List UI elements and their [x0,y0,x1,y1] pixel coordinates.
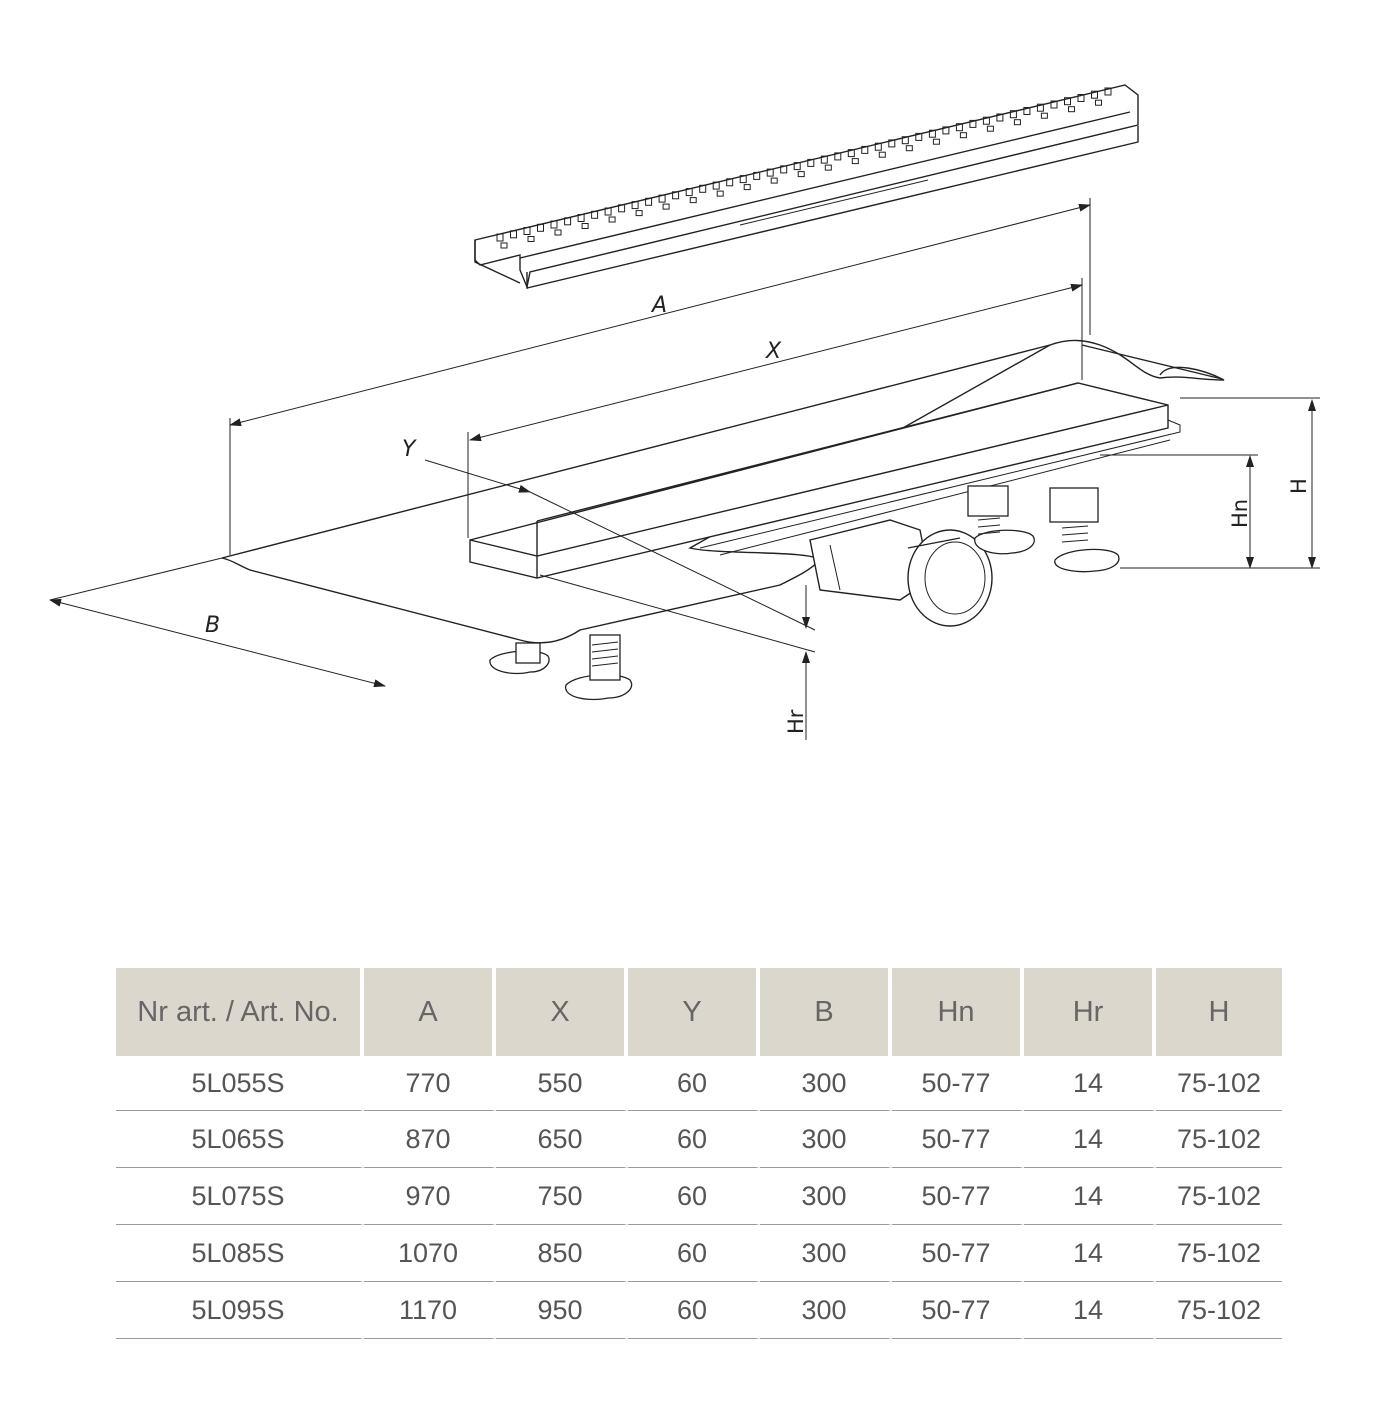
cell-h: 75-102 [1156,1282,1282,1339]
cell-b: 300 [760,1168,892,1225]
cell-y: 60 [628,1225,760,1282]
table-row [116,1056,1282,1111]
dimension-label-b: B [205,613,221,638]
cell-hn: 50-77 [892,1282,1024,1339]
cell-art-no: 5L055S [116,1056,364,1111]
grate-cover [475,85,1138,288]
cell-h: 75-102 [1156,1168,1282,1225]
table-row [116,1168,1282,1225]
siphon-outlet [810,520,992,626]
table-row [116,1282,1282,1339]
header-x: X [496,968,628,1056]
dimension-label-a: A [652,293,668,318]
cell-hr: 14 [1024,1056,1156,1111]
header-y: Y [628,968,760,1056]
cell-y: 60 [628,1056,760,1111]
header-a: A [364,968,496,1056]
cell-hn: 50-77 [892,1168,1024,1225]
cell-y: 60 [628,1282,760,1339]
dimension-label-hr: Hr [784,709,808,734]
cell-b: 300 [760,1111,892,1168]
cell-x: 850 [496,1225,628,1282]
dimension-label-h: H [1287,478,1311,494]
cell-a: 770 [364,1056,496,1111]
adjustable-foot [1050,488,1119,572]
cell-hr: 14 [1024,1111,1156,1168]
cell-x: 550 [496,1056,628,1111]
header-art-no: Nr art. / Art. No. [116,968,364,1056]
header-b: B [760,968,892,1056]
cell-art-no: 5L095S [116,1282,364,1339]
cell-art-no: 5L085S [116,1225,364,1282]
cell-h: 75-102 [1156,1056,1282,1111]
dimensions-table [116,968,1282,1339]
cell-h: 75-102 [1156,1225,1282,1282]
cell-hn: 50-77 [892,1111,1024,1168]
cell-hn: 50-77 [892,1056,1024,1111]
cell-x: 650 [496,1111,628,1168]
cell-hr: 14 [1024,1282,1156,1339]
cell-a: 870 [364,1111,496,1168]
dimension-label-y: Y [402,437,416,462]
cell-b: 300 [760,1056,892,1111]
cell-art-no: 5L065S [116,1111,364,1168]
cell-x: 950 [496,1282,628,1339]
dimension-label-hn: Hn [1228,498,1252,528]
dimension-label-x: X [766,339,782,364]
header-hr: Hr [1024,968,1156,1056]
adjustable-foot [968,486,1034,554]
cell-hr: 14 [1024,1225,1156,1282]
table-row [116,1111,1282,1168]
cell-y: 60 [628,1168,760,1225]
cell-art-no: 5L075S [116,1168,364,1225]
cell-b: 300 [760,1225,892,1282]
cell-hr: 14 [1024,1168,1156,1225]
adjustable-foot [490,643,549,674]
cell-a: 970 [364,1168,496,1225]
cell-y: 60 [628,1111,760,1168]
cell-a: 1170 [364,1282,496,1339]
cell-a: 1070 [364,1225,496,1282]
cell-hn: 50-77 [892,1225,1024,1282]
cell-b: 300 [760,1282,892,1339]
adjustable-foot [566,635,632,699]
header-h: H [1156,968,1282,1056]
table-row [116,1225,1282,1282]
cell-x: 750 [496,1168,628,1225]
cell-h: 75-102 [1156,1111,1282,1168]
table-header-row [116,968,1282,1056]
header-hn: Hn [892,968,1024,1056]
